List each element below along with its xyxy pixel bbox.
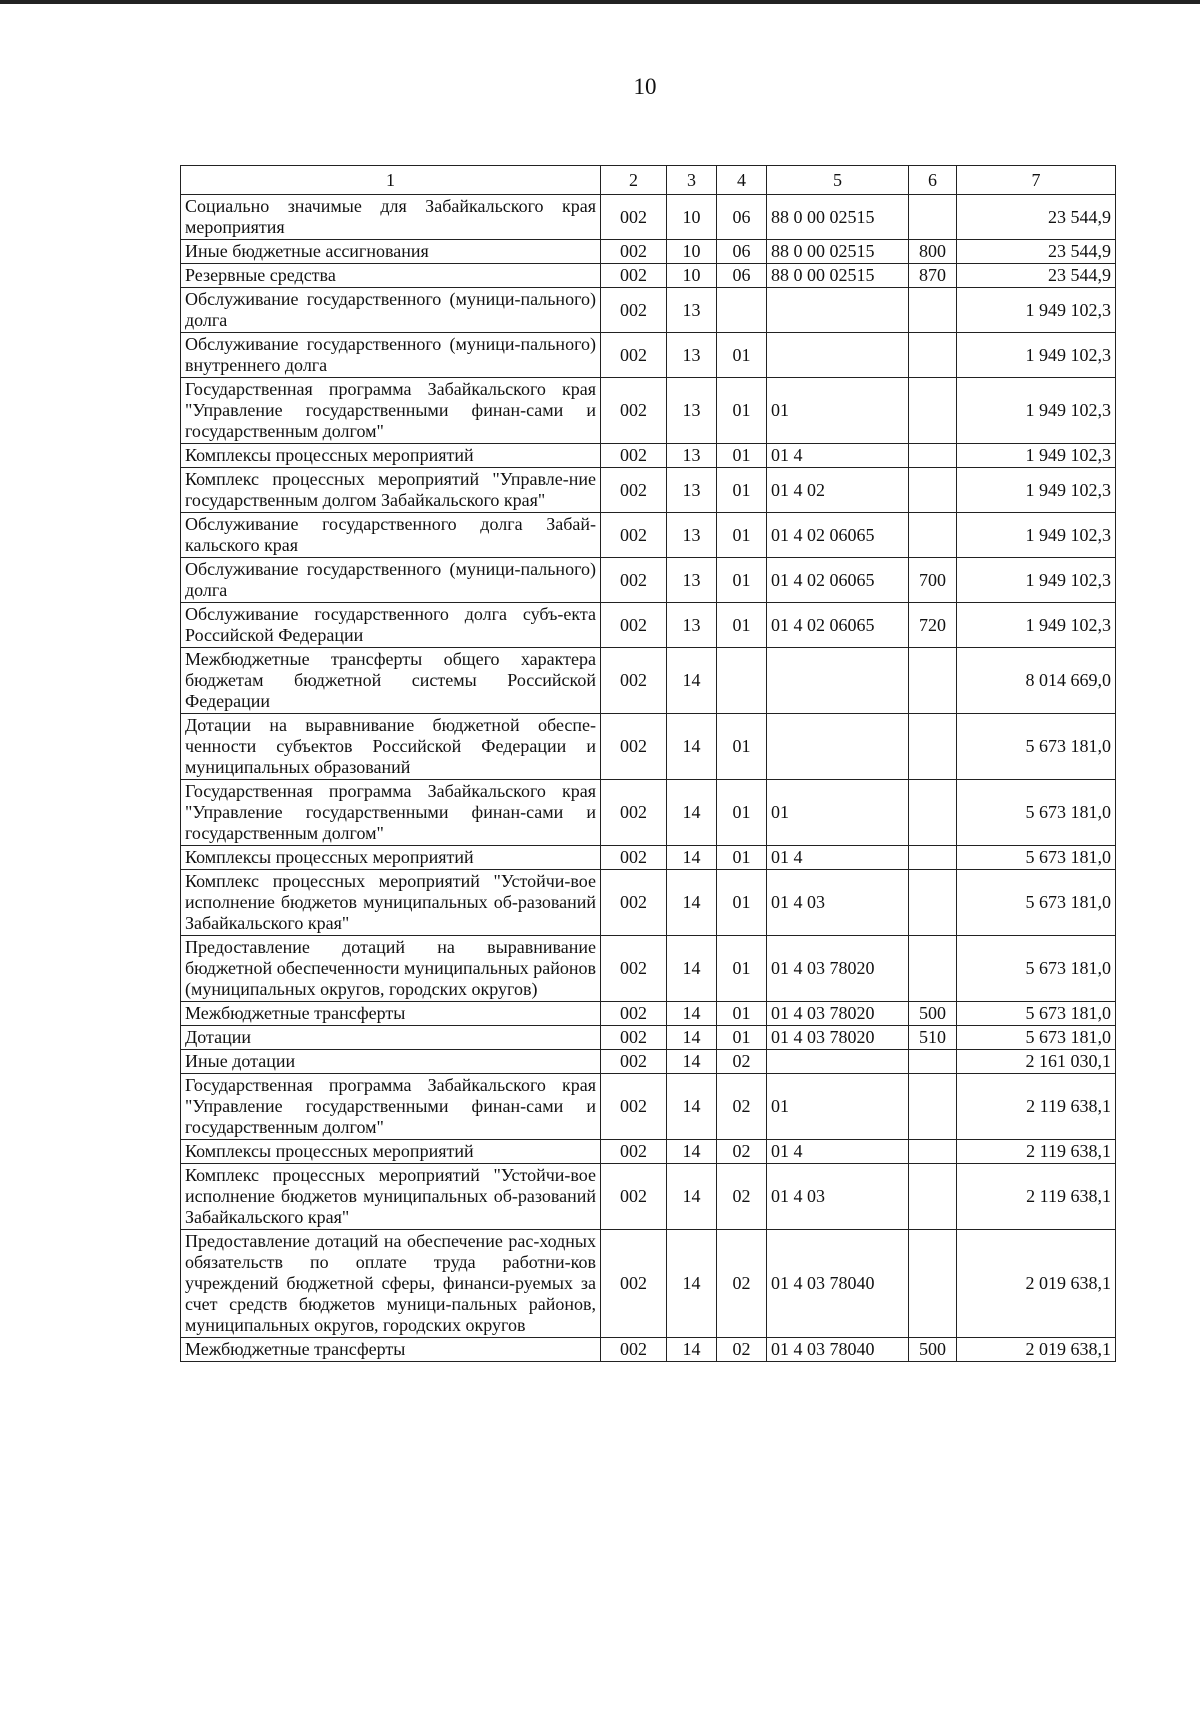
item-name-cell: Государственная программа Забайкальского края "Управление государственными финан-сами и государственным долгом" — [181, 1074, 601, 1140]
expense-type-cell — [909, 936, 957, 1002]
subsection-code-cell: 01 — [717, 558, 767, 603]
target-article-cell: 01 4 02 06065 — [767, 513, 909, 558]
item-name-cell: Резервные средства — [181, 264, 601, 288]
expense-type-cell: 800 — [909, 240, 957, 264]
admin-code-cell: 002 — [601, 780, 667, 846]
amount-cell: 1 949 102,3 — [957, 513, 1116, 558]
expense-type-cell — [909, 195, 957, 240]
admin-code-cell: 002 — [601, 603, 667, 648]
amount-cell: 1 949 102,3 — [957, 288, 1116, 333]
target-article-cell: 01 — [767, 1074, 909, 1140]
target-article-cell — [767, 714, 909, 780]
target-article-cell: 01 4 02 06065 — [767, 558, 909, 603]
amount-cell: 5 673 181,0 — [957, 1002, 1116, 1026]
item-name-cell: Государственная программа Забайкальского края "Управление государственными финан-сами и государственным долгом" — [181, 780, 601, 846]
amount-cell: 5 673 181,0 — [957, 714, 1116, 780]
section-code-cell: 14 — [667, 1338, 717, 1362]
admin-code-cell: 002 — [601, 1026, 667, 1050]
target-article-cell: 01 4 03 — [767, 1164, 909, 1230]
item-name-cell: Социально значимые для Забайкальского края мероприятия — [181, 195, 601, 240]
section-code-cell: 13 — [667, 558, 717, 603]
subsection-code-cell: 01 — [717, 1026, 767, 1050]
expense-type-cell — [909, 468, 957, 513]
expense-type-cell — [909, 714, 957, 780]
subsection-code-cell: 06 — [717, 195, 767, 240]
admin-code-cell: 002 — [601, 870, 667, 936]
subsection-code-cell: 02 — [717, 1140, 767, 1164]
table-row — [181, 1050, 1116, 1074]
target-article-cell — [767, 333, 909, 378]
admin-code-cell: 002 — [601, 1164, 667, 1230]
column-header: 7 — [957, 166, 1116, 195]
expense-type-cell: 700 — [909, 558, 957, 603]
section-code-cell: 13 — [667, 288, 717, 333]
subsection-code-cell: 06 — [717, 240, 767, 264]
section-code-cell: 14 — [667, 1230, 717, 1338]
expense-type-cell — [909, 333, 957, 378]
section-code-cell: 14 — [667, 648, 717, 714]
item-name-cell: Обслуживание государственного долга субъ-екта Российской Федерации — [181, 603, 601, 648]
admin-code-cell: 002 — [601, 558, 667, 603]
subsection-code-cell: 01 — [717, 603, 767, 648]
amount-cell: 2 119 638,1 — [957, 1140, 1116, 1164]
table-row — [181, 195, 1116, 240]
top-border-line — [0, 0, 1200, 4]
target-article-cell: 01 — [767, 378, 909, 444]
expense-type-cell — [909, 780, 957, 846]
subsection-code-cell: 01 — [717, 714, 767, 780]
column-header: 3 — [667, 166, 717, 195]
item-name-cell: Обслуживание государственного (муници-пального) долга — [181, 288, 601, 333]
subsection-code-cell: 01 — [717, 1002, 767, 1026]
amount-cell: 1 949 102,3 — [957, 444, 1116, 468]
expense-type-cell — [909, 648, 957, 714]
item-name-cell: Комплекс процессных мероприятий "Устойчи-вое исполнение бюджетов муниципальных об-разований Забайкальского края" — [181, 870, 601, 936]
section-code-cell: 10 — [667, 240, 717, 264]
table-row — [181, 936, 1116, 1002]
section-code-cell: 10 — [667, 195, 717, 240]
target-article-cell: 01 4 — [767, 846, 909, 870]
admin-code-cell: 002 — [601, 195, 667, 240]
expense-type-cell — [909, 1050, 957, 1074]
expense-type-cell — [909, 1140, 957, 1164]
table-row — [181, 846, 1116, 870]
target-article-cell: 01 4 03 78020 — [767, 1002, 909, 1026]
amount-cell: 2 161 030,1 — [957, 1050, 1116, 1074]
table-row — [181, 714, 1116, 780]
amount-cell: 5 673 181,0 — [957, 780, 1116, 846]
table-row — [181, 264, 1116, 288]
admin-code-cell: 002 — [601, 1140, 667, 1164]
table-row — [181, 1074, 1116, 1140]
section-code-cell: 14 — [667, 780, 717, 846]
section-code-cell: 14 — [667, 1074, 717, 1140]
section-code-cell: 14 — [667, 1026, 717, 1050]
target-article-cell: 88 0 00 02515 — [767, 240, 909, 264]
target-article-cell: 01 4 — [767, 1140, 909, 1164]
subsection-code-cell: 01 — [717, 846, 767, 870]
target-article-cell: 01 — [767, 780, 909, 846]
target-article-cell — [767, 288, 909, 333]
budget-table — [180, 165, 1116, 1362]
admin-code-cell: 002 — [601, 714, 667, 780]
table-row — [181, 1140, 1116, 1164]
column-header: 4 — [717, 166, 767, 195]
table-row — [181, 1230, 1116, 1338]
section-code-cell: 14 — [667, 1140, 717, 1164]
expense-type-cell — [909, 1074, 957, 1140]
item-name-cell: Иные бюджетные ассигнования — [181, 240, 601, 264]
target-article-cell: 88 0 00 02515 — [767, 264, 909, 288]
admin-code-cell: 002 — [601, 1230, 667, 1338]
section-code-cell: 13 — [667, 378, 717, 444]
table-row — [181, 468, 1116, 513]
section-code-cell: 13 — [667, 603, 717, 648]
section-code-cell: 14 — [667, 714, 717, 780]
table-row — [181, 513, 1116, 558]
amount-cell: 23 544,9 — [957, 264, 1116, 288]
subsection-code-cell — [717, 648, 767, 714]
subsection-code-cell: 02 — [717, 1050, 767, 1074]
item-name-cell: Предоставление дотаций на выравнивание бюджетной обеспеченности муниципальных районов (муниципальных округов, городских округов) — [181, 936, 601, 1002]
item-name-cell: Предоставление дотаций на обеспечение рас-ходных обязательств по оплате труда работни-ков учреждений бюджетной сферы, финанси-руемых за счет средств бюджетов муници-пальных районов, муниципальных округов, городских округов — [181, 1230, 601, 1338]
admin-code-cell: 002 — [601, 240, 667, 264]
table-row — [181, 648, 1116, 714]
admin-code-cell: 002 — [601, 468, 667, 513]
admin-code-cell: 002 — [601, 333, 667, 378]
item-name-cell: Межбюджетные трансферты общего характера бюджетам бюджетной системы Российской Федерации — [181, 648, 601, 714]
item-name-cell: Обслуживание государственного долга Забай-кальского края — [181, 513, 601, 558]
target-article-cell: 01 4 03 78040 — [767, 1230, 909, 1338]
item-name-cell: Межбюджетные трансферты — [181, 1338, 601, 1362]
expense-type-cell: 510 — [909, 1026, 957, 1050]
subsection-code-cell: 06 — [717, 264, 767, 288]
admin-code-cell: 002 — [601, 936, 667, 1002]
item-name-cell: Дотации — [181, 1026, 601, 1050]
table-row — [181, 870, 1116, 936]
admin-code-cell: 002 — [601, 444, 667, 468]
item-name-cell: Дотации на выравнивание бюджетной обеспе-ченности субъектов Российской Федерации и муниципальных образований — [181, 714, 601, 780]
amount-cell: 2 119 638,1 — [957, 1074, 1116, 1140]
item-name-cell: Обслуживание государственного (муници-пального) долга — [181, 558, 601, 603]
subsection-code-cell: 02 — [717, 1164, 767, 1230]
target-article-cell: 88 0 00 02515 — [767, 195, 909, 240]
admin-code-cell: 002 — [601, 378, 667, 444]
table-row — [181, 288, 1116, 333]
amount-cell: 23 544,9 — [957, 240, 1116, 264]
section-code-cell: 14 — [667, 846, 717, 870]
section-code-cell: 10 — [667, 264, 717, 288]
table-row — [181, 1002, 1116, 1026]
target-article-cell: 01 4 03 78020 — [767, 936, 909, 1002]
section-code-cell: 14 — [667, 1164, 717, 1230]
section-code-cell: 14 — [667, 936, 717, 1002]
admin-code-cell: 002 — [601, 264, 667, 288]
subsection-code-cell: 02 — [717, 1074, 767, 1140]
table-row — [181, 240, 1116, 264]
target-article-cell: 01 4 02 06065 — [767, 603, 909, 648]
section-code-cell: 14 — [667, 1002, 717, 1026]
expense-type-cell — [909, 870, 957, 936]
item-name-cell: Комплексы процессных мероприятий — [181, 846, 601, 870]
item-name-cell: Иные дотации — [181, 1050, 601, 1074]
amount-cell: 1 949 102,3 — [957, 378, 1116, 444]
target-article-cell: 01 4 02 — [767, 468, 909, 513]
column-header: 1 — [181, 166, 601, 195]
expense-type-cell — [909, 513, 957, 558]
target-article-cell — [767, 648, 909, 714]
item-name-cell: Комплекс процессных мероприятий "Управле-ние государственным долгом Забайкальского края" — [181, 468, 601, 513]
subsection-code-cell: 01 — [717, 468, 767, 513]
amount-cell: 5 673 181,0 — [957, 846, 1116, 870]
subsection-code-cell: 01 — [717, 936, 767, 1002]
expense-type-cell — [909, 288, 957, 333]
amount-cell: 1 949 102,3 — [957, 558, 1116, 603]
expense-type-cell — [909, 846, 957, 870]
table-row — [181, 378, 1116, 444]
subsection-code-cell: 01 — [717, 780, 767, 846]
amount-cell: 1 949 102,3 — [957, 603, 1116, 648]
amount-cell: 23 544,9 — [957, 195, 1116, 240]
target-article-cell: 01 4 — [767, 444, 909, 468]
table-row — [181, 603, 1116, 648]
subsection-code-cell: 02 — [717, 1338, 767, 1362]
table-row — [181, 444, 1116, 468]
admin-code-cell: 002 — [601, 1074, 667, 1140]
amount-cell: 8 014 669,0 — [957, 648, 1116, 714]
admin-code-cell: 002 — [601, 1050, 667, 1074]
table-row — [181, 1026, 1116, 1050]
admin-code-cell: 002 — [601, 1002, 667, 1026]
expense-type-cell — [909, 378, 957, 444]
expense-type-cell — [909, 1164, 957, 1230]
amount-cell: 1 949 102,3 — [957, 333, 1116, 378]
expense-type-cell: 500 — [909, 1338, 957, 1362]
page-number: 10 — [633, 74, 657, 99]
amount-cell: 2 119 638,1 — [957, 1164, 1116, 1230]
section-code-cell: 13 — [667, 444, 717, 468]
amount-cell: 2 019 638,1 — [957, 1230, 1116, 1338]
item-name-cell: Государственная программа Забайкальского края "Управление государственными финан-сами и государственным долгом" — [181, 378, 601, 444]
table-row — [181, 780, 1116, 846]
item-name-cell: Обслуживание государственного (муници-пального) внутреннего долга — [181, 333, 601, 378]
expense-type-cell: 870 — [909, 264, 957, 288]
target-article-cell: 01 4 03 78020 — [767, 1026, 909, 1050]
amount-cell: 1 949 102,3 — [957, 468, 1116, 513]
amount-cell: 2 019 638,1 — [957, 1338, 1116, 1362]
section-code-cell: 13 — [667, 468, 717, 513]
subsection-code-cell: 01 — [717, 444, 767, 468]
admin-code-cell: 002 — [601, 846, 667, 870]
subsection-code-cell: 01 — [717, 378, 767, 444]
admin-code-cell: 002 — [601, 1338, 667, 1362]
table-row — [181, 333, 1116, 378]
column-header: 2 — [601, 166, 667, 195]
admin-code-cell: 002 — [601, 288, 667, 333]
section-code-cell: 13 — [667, 333, 717, 378]
subsection-code-cell: 01 — [717, 513, 767, 558]
subsection-code-cell: 01 — [717, 333, 767, 378]
amount-cell: 5 673 181,0 — [957, 936, 1116, 1002]
subsection-code-cell: 01 — [717, 870, 767, 936]
column-header: 6 — [909, 166, 957, 195]
amount-cell: 5 673 181,0 — [957, 870, 1116, 936]
subsection-code-cell: 02 — [717, 1230, 767, 1338]
item-name-cell: Комплекс процессных мероприятий "Устойчи-вое исполнение бюджетов муниципальных об-разований Забайкальского края" — [181, 1164, 601, 1230]
item-name-cell: Комплексы процессных мероприятий — [181, 1140, 601, 1164]
amount-cell: 5 673 181,0 — [957, 1026, 1116, 1050]
expense-type-cell — [909, 1230, 957, 1338]
expense-type-cell — [909, 444, 957, 468]
expense-type-cell: 720 — [909, 603, 957, 648]
section-code-cell: 14 — [667, 870, 717, 936]
section-code-cell: 13 — [667, 513, 717, 558]
item-name-cell: Межбюджетные трансферты — [181, 1002, 601, 1026]
item-name-cell: Комплексы процессных мероприятий — [181, 444, 601, 468]
table-row — [181, 1338, 1116, 1362]
table-row — [181, 1164, 1116, 1230]
admin-code-cell: 002 — [601, 648, 667, 714]
target-article-cell — [767, 1050, 909, 1074]
subsection-code-cell — [717, 288, 767, 333]
column-header: 5 — [767, 166, 909, 195]
section-code-cell: 14 — [667, 1050, 717, 1074]
table-row — [181, 558, 1116, 603]
column-number-row — [181, 166, 1116, 195]
target-article-cell: 01 4 03 — [767, 870, 909, 936]
target-article-cell: 01 4 03 78040 — [767, 1338, 909, 1362]
expense-type-cell: 500 — [909, 1002, 957, 1026]
admin-code-cell: 002 — [601, 513, 667, 558]
